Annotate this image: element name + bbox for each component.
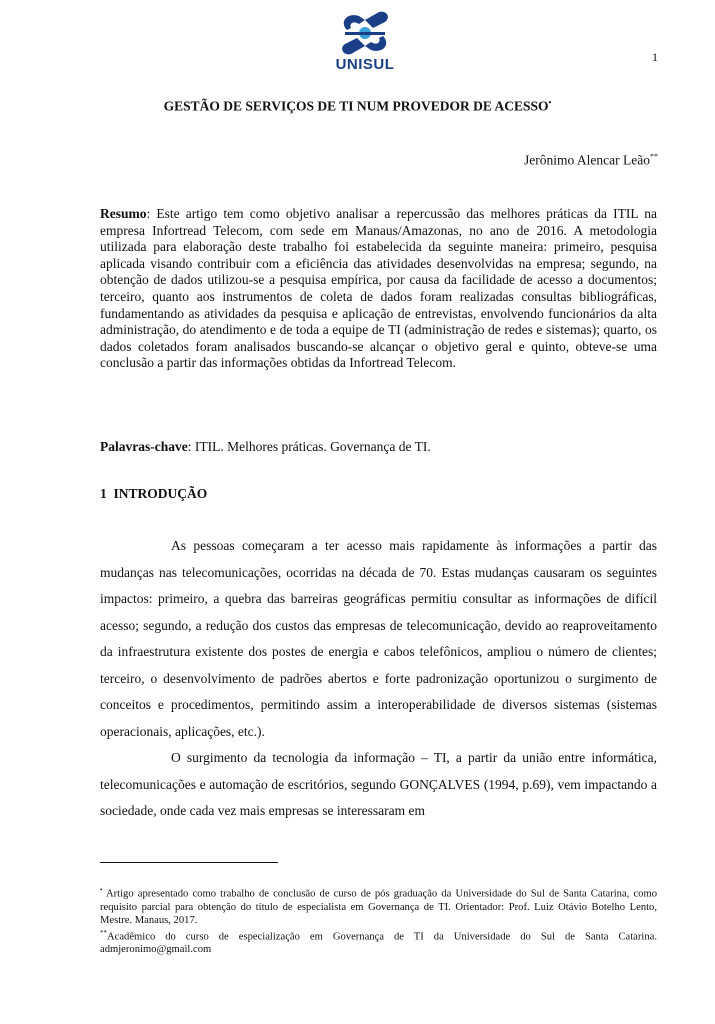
footnote-mark: •	[100, 886, 103, 894]
author-footnote-mark: **	[650, 152, 658, 161]
abstract	[100, 206, 657, 372]
body-paragraph: O surgimento da tecnologia da informação – TI, a partir da união entre informática, telecomunicações e automação de escritórios, segundo GONÇALVES (1994, p.69), vem impactando a sociedade, onde cada vez mais empresas se interessaram em	[100, 750, 657, 818]
unisul-logo	[325, 8, 405, 74]
author	[524, 152, 658, 169]
footnote-text: Acadêmico do curso de especialização em Governança de TI da Universidade do Sul de Santa Catarina. admjeronimo@gmail.com	[100, 931, 657, 956]
footnote-divider	[100, 862, 278, 863]
section-heading: 1 INTRODUÇÃO	[100, 486, 208, 501]
logo-text: UNISUL	[335, 56, 395, 73]
footnote-text: Artigo apresentado como trabalho de conclusão de curso de pós graduação da Universidade do Sul de Santa Catarina, como requisito parcial para obtenção do título de especialista em Governança de TI. Orientador: Prof. Luiz Otávio Botelho Lento, Mestre. Manaus, 2017.	[100, 888, 657, 926]
keywords	[100, 439, 657, 455]
section-body	[100, 533, 657, 825]
page-number: 1	[652, 50, 658, 64]
paper-title	[0, 98, 715, 115]
footnote-mark: **	[100, 928, 107, 937]
keywords-label: Palavras-chave	[100, 439, 188, 454]
abstract-text: : Este artigo tem como objetivo analisar a repercussão das melhores práticas da ITIL na empresa Infortread Telecom, com sede em Manaus/Amazonas, no ano de 2016. A metodologia utilizada para elaboração deste trabalho foi estabelecida da seguinte maneira: primeiro, pesquisa aplicada visando contribuir com a eficiência das atividades desenvolvidas na empresa; segundo, na obtenção de dados utilizou-se a pesquisa empírica, por causa da facilidade de acesso a documentos; terceiro, quanto aos instrumentos de coleta de dados foram realizadas consultas bibliográficas, fundamentando as atividades da pesquisa e aplicação de entrevistas, envolvendo funcionários da alta administração, do atendimento e de toda a equipe de TI (administração de redes e sistemas); quarto, os dados coletados foram analisados buscando-se alcançar o objetivo geral e quinto, obteve-se uma conclusão a partir das informações obtidas da Infortread Telecom.	[100, 206, 657, 371]
body-paragraph: As pessoas começaram a ter acesso mais rapidamente às informações a partir das mudanças nas telecomunicações, ocorridas na década de 70. Estas mudanças causaram os seguintes impactos: primeiro, a quebra das barreiras geográficas permitiu consultar as informações de difícil acesso; segundo, a redução dos custos das empresas de telecomunicação, devido ao reaproveitamento da infraestrutura existente dos postes de energia e cabos telefônicos, ampliou o número de clientes; terceiro, o desenvolvimento de padrões abertos e forte padronização oportunizou o surgimento de conceitos e procedimentos, permitindo assim a interoperabilidade de diversos sistemas (sistemas operacionais, aplicações, etc.).	[100, 538, 657, 739]
abstract-label: Resumo	[100, 206, 147, 221]
title-text: GESTÃO DE SERVIÇOS DE TI NUM PROVEDOR DE ACESSO	[163, 98, 549, 114]
title-footnote-mark: •	[548, 98, 552, 107]
unisul-emblem-icon	[325, 8, 405, 58]
footnote	[100, 927, 657, 957]
author-name: Jerônimo Alencar Leão	[524, 152, 650, 168]
footnote	[100, 884, 657, 927]
keywords-text: : ITIL. Melhores práticas. Governança de TI.	[187, 439, 431, 454]
footnotes	[100, 884, 657, 956]
